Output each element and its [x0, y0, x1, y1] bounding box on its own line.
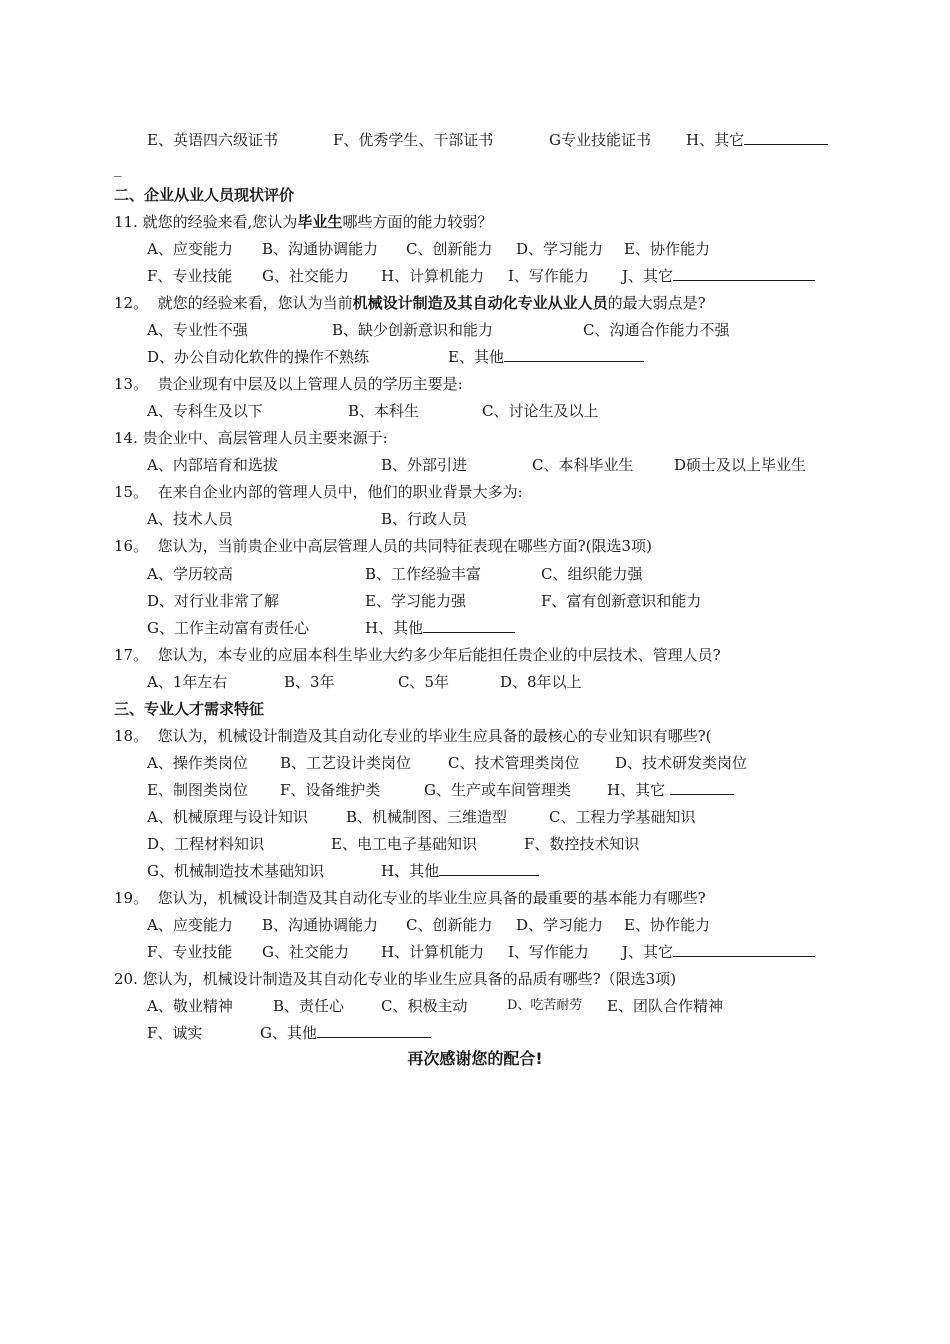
q11-option-g: G、社交能力: [262, 267, 349, 285]
q18-option-b-knowledge: B、机械制图、三维造型: [346, 808, 508, 826]
q20-option-e: E、团队合作精神: [607, 997, 723, 1015]
option-f-cert: F、优秀学生、干部证书: [333, 131, 494, 149]
option-h-cert: H、其它: [686, 130, 828, 150]
q16-option-d: D、对行业非常了解: [147, 592, 280, 610]
question-18: 18。 您认为，机械设计制造及其自动化专业的毕业生应具备的最核心的专业知识有哪些?(: [114, 727, 712, 745]
section-heading-3: 三、专业人才需求特征: [114, 700, 265, 718]
answer-blank[interactable]: [423, 618, 515, 633]
q19-option-e: E、协作能力: [624, 916, 710, 934]
q11-option-a: A、应变能力: [147, 240, 233, 258]
q19-option-b: B、沟通协调能力: [262, 916, 379, 934]
option-e-cert: E、英语四六级证书: [147, 131, 278, 149]
q17-option-b: B、3年: [284, 673, 335, 691]
section-heading-2: 二、企业从业人员现状评价: [114, 186, 295, 204]
q19-option-f: F、专业技能: [147, 943, 233, 961]
q16-option-g: G、工作主动富有责任心: [147, 619, 309, 637]
q16-option-f: F、富有创新意识和能力: [541, 592, 702, 610]
q11-option-i: I、写作能力: [508, 267, 589, 285]
answer-blank[interactable]: [317, 1023, 431, 1038]
question-15: 15。 在来自企业内部的管理人员中，他们的职业背景大多为:: [114, 483, 523, 501]
q20-option-d: D、吃苦耐劳: [507, 998, 583, 1013]
answer-blank[interactable]: [744, 130, 828, 145]
q12-option-a: A、专业性不强: [147, 321, 248, 339]
q11-option-b: B、沟通协调能力: [262, 240, 379, 258]
q18-option-f-post: F、设备维护类: [280, 781, 381, 799]
q14-option-d: D硕士及以上毕业生: [674, 456, 807, 474]
q11-option-h: H、计算机能力: [381, 267, 485, 285]
q15-option-a: A、技术人员: [147, 510, 233, 528]
q18-option-h-knowledge: H、其他: [381, 861, 539, 881]
q11-option-e: E、协作能力: [624, 240, 710, 258]
q18-option-c-post: C、技术管理类岗位: [448, 754, 580, 772]
q18-option-g-knowledge: G、机械制造技术基础知识: [147, 862, 324, 880]
q20-option-a: A、敬业精神: [147, 997, 233, 1015]
q20-option-b: B、责任心: [273, 997, 345, 1015]
q18-option-g-post: G、生产或车间管理类: [424, 781, 571, 799]
q19-option-c: C、创新能力: [406, 916, 493, 934]
q11-option-c: C、创新能力: [406, 240, 493, 258]
q19-option-g: G、社交能力: [262, 943, 349, 961]
q16-option-h: H、其他: [365, 618, 515, 638]
q20-option-f: F、诚实: [147, 1024, 203, 1042]
q18-option-c-knowledge: C、工程力学基础知识: [549, 808, 696, 826]
q16-option-b: B、工作经验丰富: [365, 565, 482, 583]
q19-option-d: D、学习能力: [516, 916, 604, 934]
answer-blank[interactable]: [670, 780, 734, 795]
q14-option-b: B、外部引进: [381, 456, 468, 474]
q17-option-d: D、8年以上: [500, 673, 582, 691]
question-12: 12。 就您的经验来看，您认为当前机械设计制造及其自动化专业从业人员的最大弱点是?: [114, 294, 706, 312]
question-14: 14. 贵企业中、高层管理人员主要来源于:: [114, 429, 388, 447]
q19-option-h: H、计算机能力: [381, 943, 485, 961]
q17-option-a: A、1年左右: [147, 673, 228, 691]
q18-option-f-knowledge: F、数控技术知识: [524, 835, 640, 853]
q12-option-b: B、缺少创新意识和能力: [332, 321, 494, 339]
q13-option-c: C、讨论生及以上: [482, 402, 599, 420]
q19-option-a: A、应变能力: [147, 916, 233, 934]
answer-blank[interactable]: [439, 861, 539, 876]
q12-option-e: E、其他: [448, 347, 644, 367]
question-19: 19。 您认为，机械设计制造及其自动化专业的毕业生应具备的最重要的基本能力有哪些?: [114, 889, 706, 907]
q18-option-a-post: A、操作类岗位: [147, 754, 248, 772]
q11-option-j: J、其它: [622, 266, 815, 286]
q12-option-c: C、沟通合作能力不强: [583, 321, 730, 339]
question-20: 20. 您认为，机械设计制造及其自动化专业的毕业生应具备的品质有哪些?（限选3项): [114, 970, 677, 988]
closing-thanks: 再次感谢您的配合!: [407, 1049, 543, 1068]
q18-option-e-knowledge: E、电工电子基础知识: [331, 835, 477, 853]
q17-option-c: C、5年: [398, 673, 450, 691]
q20-option-g: G、其他: [260, 1023, 431, 1043]
answer-blank[interactable]: [673, 942, 815, 957]
q16-option-e: E、学习能力强: [365, 592, 466, 610]
q14-option-c: C、本科毕业生: [532, 456, 634, 474]
option-g-cert: G专业技能证书: [549, 131, 651, 149]
q12-option-d: D、办公自动化软件的操作不熟练: [147, 348, 370, 366]
q19-option-i: I、写作能力: [508, 943, 589, 961]
q18-option-h-post: H、其它: [607, 780, 734, 800]
question-17: 17。 您认为，本专业的应届本科生毕业大约多少年后能担任贵企业的中层技术、管理人员?: [114, 646, 721, 664]
q14-option-a: A、内部培育和选拔: [147, 456, 278, 474]
continuation-mark: _: [114, 159, 122, 177]
q18-option-a-knowledge: A、机械原理与设计知识: [147, 808, 308, 826]
q18-option-d-post: D、技术研发类岗位: [615, 754, 748, 772]
q20-option-c: C、积极主动: [381, 997, 468, 1015]
question-13: 13。 贵企业现有中层及以上管理人员的学历主要是:: [114, 375, 463, 393]
q13-option-a: A、专科生及以下: [147, 402, 263, 420]
q16-option-a: A、学历较高: [147, 565, 233, 583]
answer-blank[interactable]: [504, 347, 644, 362]
q18-option-e-post: E、制图类岗位: [147, 781, 248, 799]
q13-option-b: B、本科生: [348, 402, 420, 420]
q19-option-j: J、其它: [622, 942, 815, 962]
question-11: 11. 就您的经验来看,您认为毕业生哪些方面的能力较弱？: [114, 213, 493, 231]
q15-option-b: B、行政人员: [381, 510, 468, 528]
q18-option-d-knowledge: D、工程材料知识: [147, 835, 265, 853]
question-16: 16。 您认为，当前贵企业中高层管理人员的共同特征表现在哪些方面?(限选3项): [114, 537, 652, 555]
q18-option-b-post: B、工艺设计类岗位: [280, 754, 412, 772]
answer-blank[interactable]: [673, 266, 815, 281]
q11-option-f: F、专业技能: [147, 267, 233, 285]
q11-option-d: D、学习能力: [516, 240, 604, 258]
q16-option-c: C、组织能力强: [541, 565, 643, 583]
